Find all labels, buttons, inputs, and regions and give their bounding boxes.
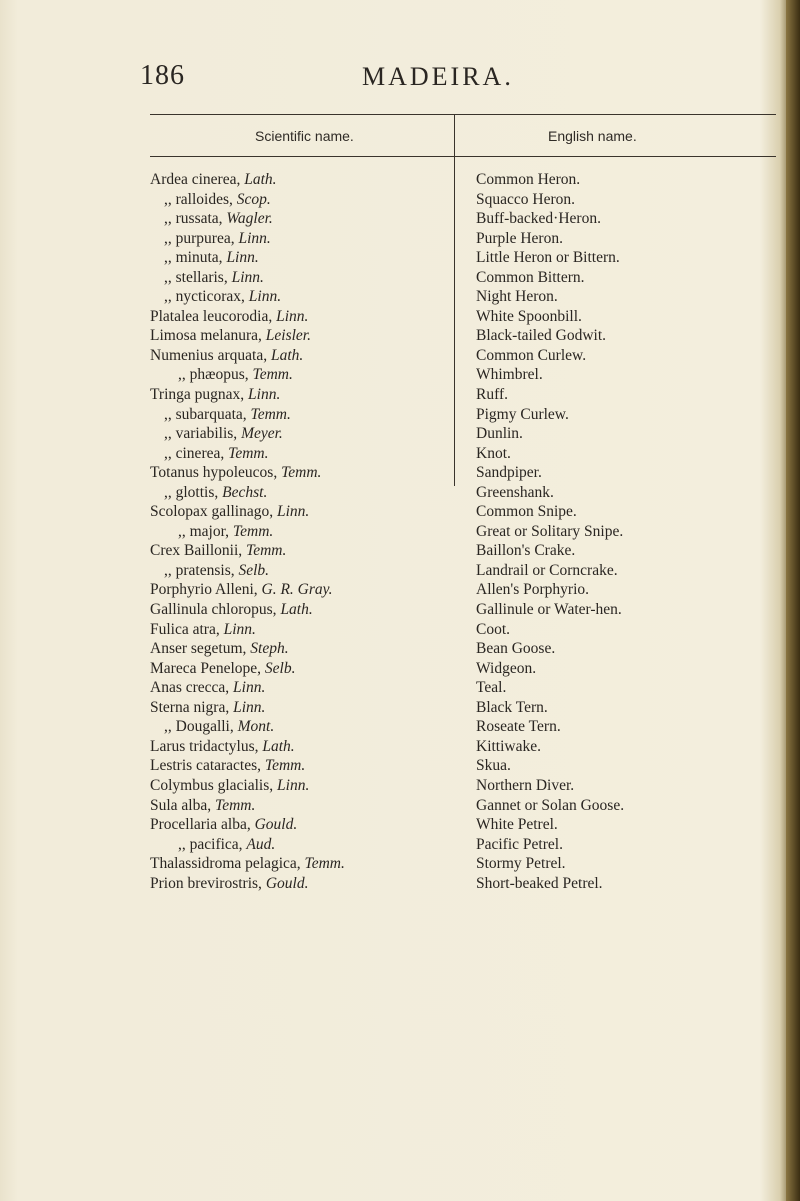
scientific-name: ,, variabilis,	[164, 425, 238, 443]
english-name: Teal.	[476, 679, 507, 697]
author-abbreviation: Temm.	[215, 796, 256, 814]
scientific-name-row	[150, 346, 450, 366]
english-name: Northern Diver.	[476, 776, 575, 794]
scientific-name: Procellaria alba,	[150, 816, 251, 834]
english-name: Coot.	[476, 620, 511, 638]
scientific-name: ,, ralloides,	[164, 190, 233, 208]
scientific-name: Colymbus glacialis,	[150, 776, 274, 794]
author-abbreviation: Meyer.	[241, 425, 283, 443]
english-name: Bean Goose.	[476, 640, 556, 658]
english-name: Ruff.	[476, 386, 509, 404]
scientific-name: Anas crecca,	[150, 679, 230, 697]
english-name: Gannet or Solan Goose.	[476, 796, 625, 814]
english-name: Allen's Porphyrio.	[476, 581, 590, 599]
author-abbreviation: Wagler.	[226, 210, 273, 228]
english-name: Common Curlew.	[476, 346, 587, 364]
scientific-name-row	[150, 248, 450, 268]
scientific-name-row	[150, 268, 450, 288]
scientific-name-row	[150, 209, 450, 229]
scientific-name: Tringa pugnax,	[150, 386, 245, 404]
english-name-list	[476, 170, 776, 893]
scientific-name: ,, cinerea,	[164, 444, 225, 462]
author-abbreviation: Scop.	[236, 190, 271, 208]
book-spine-edge	[786, 0, 800, 1201]
author-abbreviation: Aud.	[246, 835, 276, 853]
english-name: Gallinule or Water-hen.	[476, 601, 622, 619]
author-abbreviation: Gould.	[265, 874, 309, 892]
scientific-name: Mareca Penelope,	[150, 659, 262, 677]
scientific-name-row	[150, 522, 450, 542]
english-name: Pigmy Curlew.	[476, 405, 569, 423]
english-name: Landrail or Corncrake.	[476, 561, 618, 579]
scientific-name-row	[150, 483, 450, 503]
english-name: White Petrel.	[476, 816, 558, 834]
author-abbreviation: Temm.	[246, 542, 287, 560]
scientific-name: ,, subarquata,	[164, 405, 247, 423]
author-abbreviation: Linn.	[231, 268, 264, 286]
author-abbreviation: Temm.	[228, 444, 269, 462]
scientific-name: ,, purpurea,	[164, 229, 235, 247]
table-top-rule	[150, 114, 776, 115]
author-abbreviation: Gould.	[254, 816, 298, 834]
english-name: Purple Heron.	[476, 229, 563, 247]
author-abbreviation: Temm.	[304, 855, 345, 873]
author-abbreviation: Linn.	[238, 229, 271, 247]
scientific-name-row	[150, 620, 450, 640]
scientific-name: ,, glottis,	[164, 483, 219, 501]
scientific-name-row	[150, 365, 450, 385]
author-abbreviation: Linn.	[248, 386, 281, 404]
scientific-name-row	[150, 815, 450, 835]
scientific-name: Fulica atra,	[150, 620, 220, 638]
scientific-name: Porphyrio Alleni,	[150, 581, 258, 599]
author-abbreviation: Linn.	[233, 679, 266, 697]
scientific-name-row	[150, 444, 450, 464]
scientific-name: ,, Dougalli,	[164, 718, 234, 736]
scientific-name-row	[150, 405, 450, 425]
scientific-name-row	[150, 698, 450, 718]
page-number: 186	[140, 60, 185, 91]
author-abbreviation: Linn.	[277, 503, 310, 521]
english-name: Night Heron.	[476, 288, 558, 306]
scientific-name-row	[150, 835, 450, 855]
author-abbreviation: Lath.	[262, 737, 295, 755]
scientific-name: Crex Baillonii,	[150, 542, 243, 560]
table-header-rule	[150, 156, 776, 157]
scientific-name: Sula alba,	[150, 796, 212, 814]
scientific-name-row	[150, 639, 450, 659]
english-name: Common Bittern.	[476, 268, 585, 286]
author-abbreviation: G. R. Gray.	[261, 581, 333, 599]
scientific-name: Larus tridactylus,	[150, 737, 259, 755]
scientific-name: ,, major,	[178, 522, 230, 540]
scientific-name: Platalea leucorodia,	[150, 307, 273, 325]
scientific-name-row	[150, 229, 450, 249]
scientific-name-row	[150, 287, 450, 307]
scientific-name: ,, phæopus,	[178, 366, 249, 384]
english-name: Knot.	[476, 444, 511, 462]
scientific-name-list	[150, 170, 450, 893]
english-name: Sandpiper.	[476, 464, 542, 482]
scientific-name-row	[150, 385, 450, 405]
english-name: Kittiwake.	[476, 737, 541, 755]
author-abbreviation: Bechst.	[222, 483, 268, 501]
scientific-name-row	[150, 600, 450, 620]
author-abbreviation: Linn.	[277, 776, 310, 794]
scientific-name: ,, pratensis,	[164, 561, 235, 579]
english-name: Common Snipe.	[476, 503, 577, 521]
author-abbreviation: Linn.	[248, 288, 282, 306]
scientific-name-row	[150, 659, 450, 679]
english-name: Greenshank.	[476, 483, 554, 501]
english-name: Black-tailed Godwit.	[476, 327, 606, 345]
scientific-name-row	[150, 190, 450, 210]
author-abbreviation: Lath.	[270, 346, 304, 364]
scientific-name-row	[150, 854, 450, 874]
english-name: Buff-backed·Heron.	[476, 210, 601, 228]
scientific-name: ,, stellaris,	[164, 268, 228, 286]
english-name: Pacific Petrel.	[476, 835, 563, 853]
scientific-name-row	[150, 463, 450, 483]
english-name: Widgeon.	[476, 659, 537, 677]
scientific-name-row	[150, 874, 450, 894]
english-name: Roseate Tern.	[476, 718, 561, 736]
scientific-name: Sterna nigra,	[150, 698, 230, 716]
english-name: Black Tern.	[476, 698, 548, 716]
scientific-name: Anser segetum,	[150, 640, 247, 658]
scientific-name-row	[150, 756, 450, 776]
author-abbreviation: Mont.	[237, 718, 275, 736]
english-name: Short-beaked Petrel.	[476, 874, 603, 892]
author-abbreviation: Linn.	[226, 249, 259, 267]
author-abbreviation: Temm.	[281, 464, 322, 482]
author-abbreviation: Lath.	[244, 171, 277, 188]
scientific-name: Ardea cinerea,	[150, 171, 241, 188]
author-abbreviation: Lath.	[280, 601, 313, 619]
scientific-name-row	[150, 170, 450, 190]
english-name: Whimbrel.	[476, 366, 543, 384]
author-abbreviation: Temm.	[232, 522, 274, 540]
scientific-name-row	[150, 776, 450, 796]
scientific-name-row	[150, 737, 450, 757]
column-divider	[454, 114, 455, 486]
english-name: Dunlin.	[476, 425, 523, 443]
author-abbreviation: Linn.	[223, 620, 256, 638]
author-abbreviation: Linn.	[276, 307, 309, 325]
english-name: Baillon's Crake.	[476, 542, 576, 560]
author-abbreviation: Temm.	[250, 405, 291, 423]
english-name: Stormy Petrel.	[476, 855, 566, 873]
author-abbreviation: Leisler.	[265, 327, 311, 345]
scientific-name: Lestris cataractes,	[150, 757, 262, 775]
scientific-name: Limosa melanura,	[150, 327, 262, 345]
english-name: Skua.	[476, 757, 511, 775]
author-abbreviation: Temm.	[264, 757, 306, 775]
scientific-name: ,, nycticorax,	[164, 288, 245, 306]
english-name: Little Heron or Bittern.	[476, 249, 620, 267]
scientific-name: Numenius arquata,	[150, 346, 268, 364]
author-abbreviation: Temm.	[252, 366, 293, 384]
scientific-name: Gallinula chloropus,	[150, 601, 277, 619]
scientific-name-row	[150, 424, 450, 444]
scientific-name: Totanus hypoleucos,	[150, 464, 278, 482]
scientific-name-row	[150, 326, 450, 346]
scientific-name: ,, russata,	[164, 210, 223, 228]
scientific-name-row	[150, 580, 450, 600]
page-header	[140, 60, 660, 100]
english-name: Great or Solitary Snipe.	[476, 522, 624, 540]
scientific-name: ,, minuta,	[164, 249, 223, 267]
english-name: Common Heron.	[476, 171, 581, 188]
english-name: Squacco Heron.	[476, 190, 575, 208]
scientific-name: Scolopax gallinago,	[150, 503, 274, 521]
scientific-name: ,, pacifica,	[178, 835, 243, 853]
scientific-name-row	[150, 561, 450, 581]
author-abbreviation: Steph.	[250, 640, 289, 658]
author-abbreviation: Selb.	[264, 659, 296, 677]
scientific-name: Thalassidroma pelagica,	[150, 855, 301, 873]
scientific-name: Prion brevirostris,	[150, 874, 262, 892]
running-title: MADEIRA.	[362, 62, 514, 91]
column-header-scientific: Scientific name.	[255, 128, 354, 144]
author-abbreviation: Linn.	[233, 698, 266, 716]
scientific-name-row	[150, 307, 450, 327]
scientific-name-row	[150, 796, 450, 816]
author-abbreviation: Selb.	[238, 561, 270, 579]
english-name: White Spoonbill.	[476, 307, 582, 325]
scientific-name-row	[150, 717, 450, 737]
scientific-name-row	[150, 502, 450, 522]
scientific-name-row	[150, 678, 450, 698]
column-header-english: English name.	[548, 128, 637, 144]
scientific-name-row	[150, 541, 450, 561]
